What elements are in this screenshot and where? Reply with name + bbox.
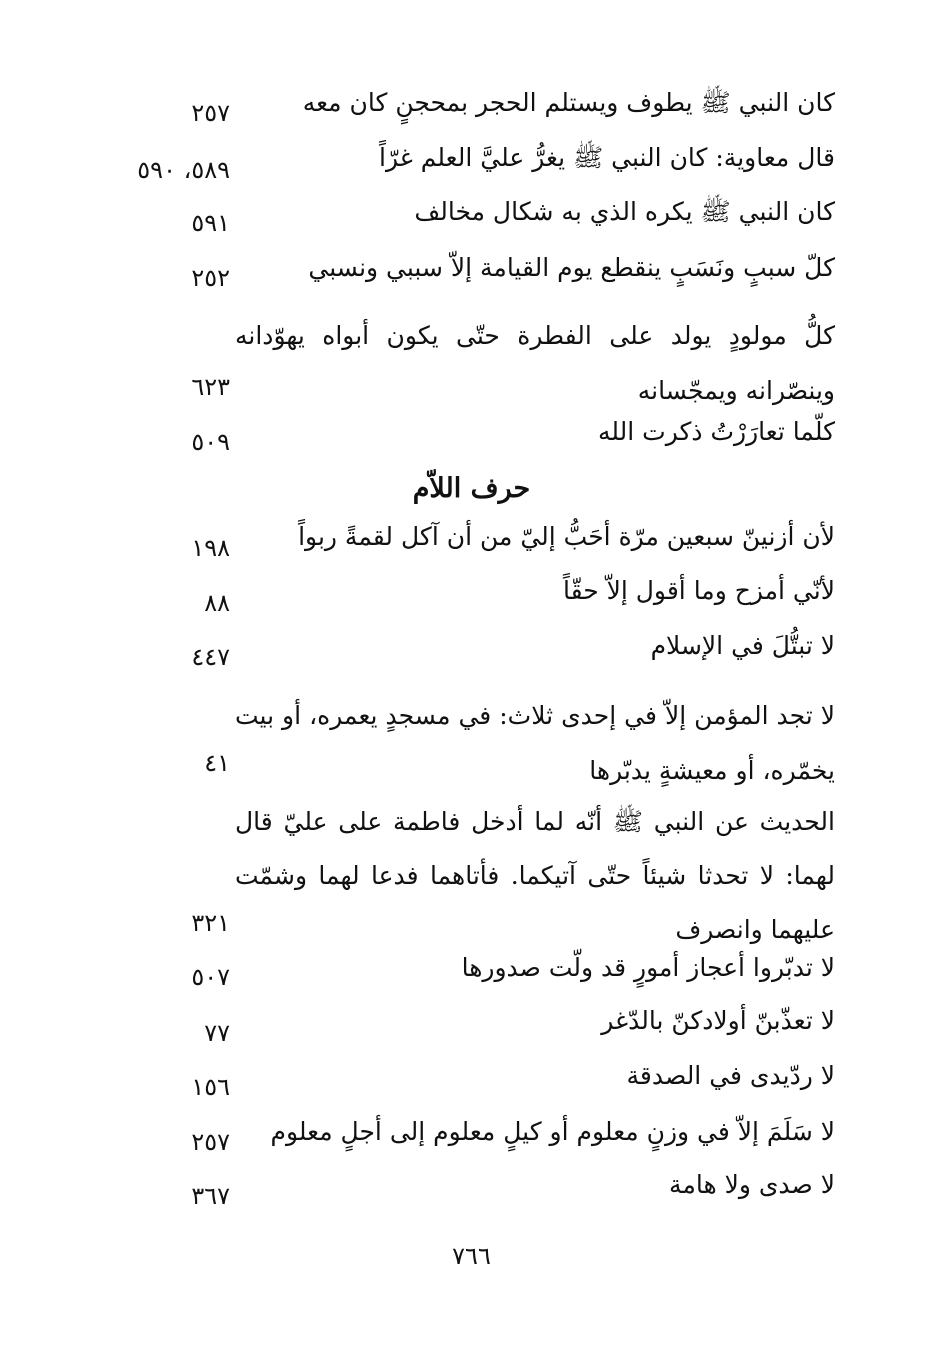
entry-text: لا تجد المؤمن إلاّ في إحدى ثلاث: في مسجدٍ يعمره، أو بيت يخمّره، أو معيشةٍ يدبّرها: [235, 701, 835, 785]
entry-text: الحديث عن النبي ﷺ أنّه لما أدخل فاطمة على عليّ قال لهما: لا تحدثا شيئاً حتّى آتيكما. فأتاهما فدعا لهما وشمّت عليهما وانصرف: [235, 807, 835, 944]
entry-text: لأن أزنينّ سبعين مرّة أحَبُّ إليّ من أن آكل لقمةً ربواً: [298, 522, 835, 551]
entry-page-ref: ٢٥٧: [191, 99, 230, 127]
entry-page-ref: ٥٨٩، ٥٩٠: [137, 156, 230, 184]
index-entry: [235, 631, 835, 661]
entry-text: قال معاوية: كان النبي ﷺ يغرُّ عليَّ العلم غرّاً: [379, 143, 835, 172]
entry-page-ref: ٤٤٧: [191, 643, 230, 671]
entry-page-ref: ٢٥٧: [191, 1128, 230, 1156]
index-entry: [235, 253, 835, 283]
entry-text: كلّما تعارَرْتُ ذكرت الله: [597, 417, 835, 446]
entry-text: كان النبي ﷺ يكره الذي به شكال مخالف: [414, 197, 835, 226]
entry-page-ref: ٥٩١: [191, 209, 230, 237]
index-entry: [235, 88, 835, 118]
entry-page-ref: ٥٠٧: [191, 963, 230, 991]
index-entry: [235, 576, 835, 606]
index-entry: [235, 197, 835, 227]
entry-text: لأنّي أمزح وما أقول إلاّ حقّاً: [562, 576, 835, 605]
index-entry: [235, 143, 835, 173]
section-heading: حرف اللاّم: [412, 473, 531, 504]
index-entry: [235, 953, 835, 983]
index-entry: [235, 1006, 835, 1036]
entry-page-ref: ١٥٦: [191, 1073, 230, 1101]
entry-page-ref: ٥٠٩: [191, 428, 230, 456]
entry-text: لا صدى ولا هامة: [669, 1170, 835, 1199]
entry-page-ref: ٨٨: [204, 589, 230, 617]
entry-page-ref: ٣٦٧: [191, 1182, 230, 1210]
entry-text: لا تدبّروا أعجاز أمورٍ قد ولّت صدورها: [461, 953, 835, 982]
entry-page-ref: ٢٥٢: [191, 264, 230, 292]
index-entry: [235, 688, 835, 798]
entry-page-ref: ١٩٨: [191, 534, 230, 562]
index-entry: [235, 1117, 835, 1147]
entry-page-ref: ٤١: [204, 749, 230, 777]
entry-text: كلُّ مولودٍ يولد على الفطرة حتّى يكون أبواه يهوّدانه وينصّرانه ويمجّسانه: [235, 321, 835, 405]
index-entry: [235, 308, 835, 418]
page-number: ٧٦٦: [452, 1242, 491, 1270]
entry-text: لا تبتُّلَ في الإسلام: [650, 631, 835, 660]
entry-page-ref: ٦٢٣: [191, 373, 230, 401]
entry-text: كان النبي ﷺ يطوف ويستلم الحجر بمحجنٍ كان معه: [302, 88, 835, 117]
index-entry: [235, 522, 835, 552]
entry-page-ref: ٣٢١: [191, 909, 230, 937]
index-entry: [235, 1061, 835, 1091]
entry-text: كلّ سببٍ ونَسَبٍ ينقطع يوم القيامة إلاّ سببي ونسبي: [308, 253, 835, 282]
index-entry: [235, 1170, 835, 1200]
entry-page-ref: ٧٧: [204, 1019, 230, 1047]
index-entry: [235, 795, 835, 957]
entry-text: لا تعذّبنّ أولادكنّ بالدّغر: [601, 1006, 835, 1035]
entry-text: لا سَلَمَ إلاّ في وزنٍ معلوم أو كيلٍ معلوم إلى أجلٍ معلوم: [270, 1117, 835, 1146]
index-entry: [235, 417, 835, 447]
entry-text: لا ردّيدى في الصدقة: [626, 1061, 835, 1090]
